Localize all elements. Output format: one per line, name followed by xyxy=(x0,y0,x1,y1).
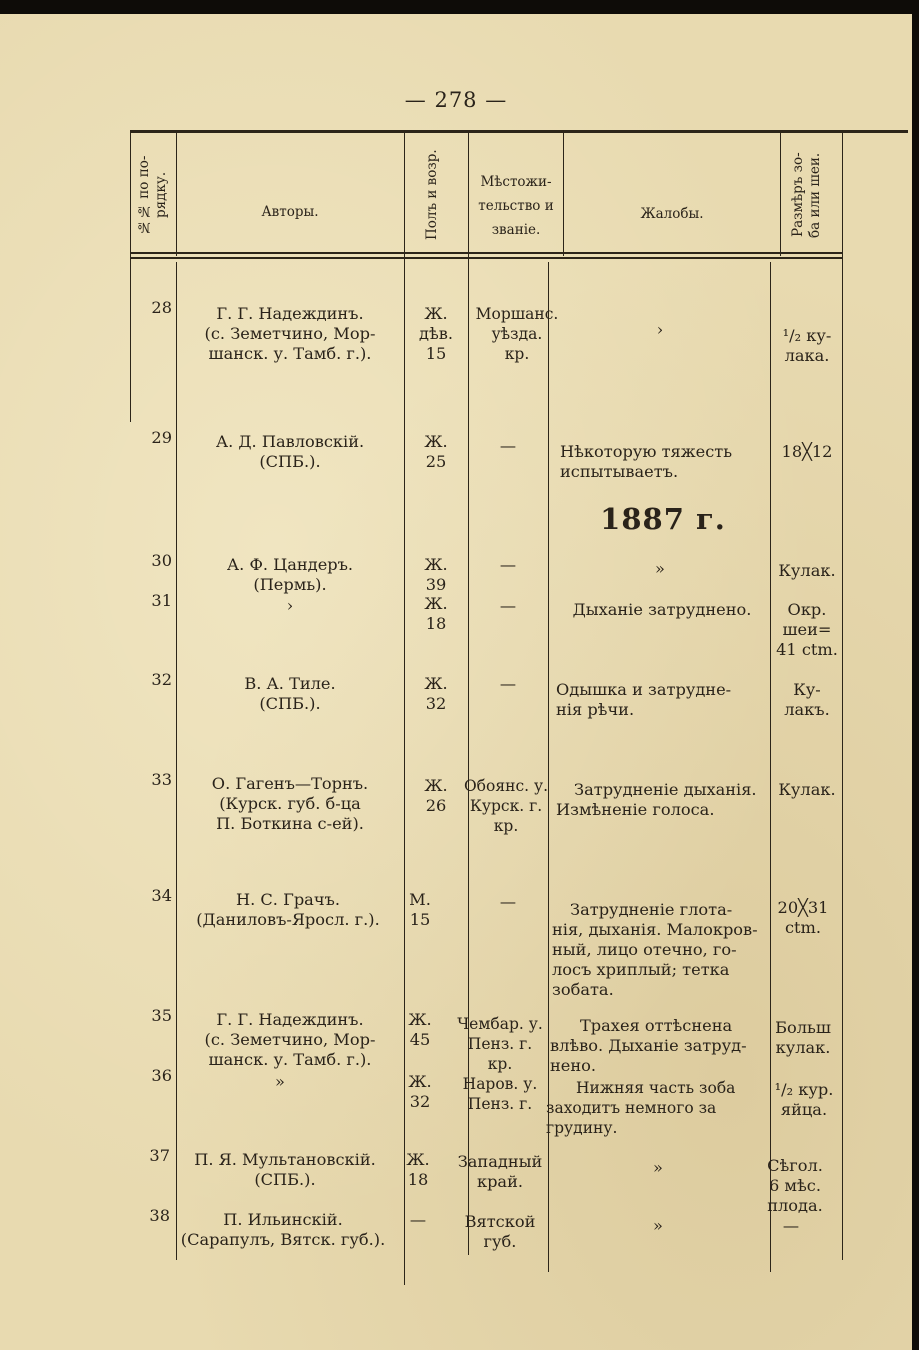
size-cell: Больш кулак. xyxy=(775,1018,831,1057)
row-number: 36 xyxy=(151,1066,172,1085)
size-cell: Кулак. xyxy=(778,561,836,580)
size-cell: 18╳12 xyxy=(781,442,833,461)
residence-cell: Чембар. у. Пенз. г. кр. xyxy=(457,1015,543,1073)
header-sex-age: Полъ и возр. xyxy=(424,149,440,241)
size-cell: Ку- лакъ. xyxy=(784,680,830,719)
row-number: 37 xyxy=(149,1146,170,1165)
residence-cell: — xyxy=(499,555,517,574)
size-cell: Окр. шеи= 41 ctm. xyxy=(776,600,838,659)
complaints-cell: › xyxy=(656,320,664,339)
residence-cell: Обоянс. у. Курск. г. кр. xyxy=(463,777,549,835)
header-complaints: Жалобы. xyxy=(640,206,704,222)
residence-cell: Наров. у. Пенз. г. xyxy=(462,1075,538,1113)
residence-cell: Вятской губ. xyxy=(464,1212,536,1251)
header-bottom-rule-2 xyxy=(130,257,842,259)
residence-cell: — xyxy=(499,674,517,693)
row-number: 38 xyxy=(149,1206,170,1225)
residence-cell: — xyxy=(499,436,517,455)
sex-age-cell: Ж. 18 xyxy=(424,594,448,633)
sex-age-cell: Ж. 18 xyxy=(406,1150,430,1189)
column-divider xyxy=(770,262,771,1272)
header-row-number: №№ по по- рядку. xyxy=(136,155,169,235)
row-number: 29 xyxy=(151,428,172,447)
residence-cell: — xyxy=(499,596,517,615)
complaints-cell: » xyxy=(653,1216,663,1235)
complaints-cell: Нѣкоторую тяжесть испытываетъ. xyxy=(560,442,733,481)
author-cell: В. А. Тиле. (СПБ.). xyxy=(244,674,336,713)
size-cell: Сѣгол. 6 мѣс. плода. xyxy=(767,1156,823,1215)
residence-cell: — xyxy=(499,892,517,911)
complaints-cell: Нижняя часть зоба заходитъ немного за грудину. xyxy=(546,1079,736,1137)
complaints-cell: Затрудненіе дыханія. Измѣненіе голоса. xyxy=(556,780,757,819)
sex-age-cell: — xyxy=(409,1210,427,1229)
sex-age-cell: Ж. 45 xyxy=(408,1010,432,1049)
year-heading: 1887 г. xyxy=(600,502,726,536)
column-divider xyxy=(563,130,564,256)
residence-cell: Западный край. xyxy=(457,1152,543,1191)
row-number: 34 xyxy=(151,886,172,905)
sex-age-cell: М. 15 xyxy=(409,890,431,929)
complaints-cell: Дыханіе затруднено. xyxy=(572,600,752,619)
author-cell: Н. С. Грачъ. (Даниловъ-Яросл. г.). xyxy=(196,890,380,929)
row-number: 35 xyxy=(151,1006,172,1025)
complaints-cell: » xyxy=(653,1158,663,1177)
row-number: 30 xyxy=(151,551,172,570)
author-cell: П. Ильинскій. (Сарапулъ, Вятск. губ.). xyxy=(180,1210,386,1249)
author-cell: А. Д. Павловскій. (СПБ.). xyxy=(215,432,365,471)
residence-cell: Моршанс. уѣзда. кр. xyxy=(475,305,559,363)
page-number: — 278 — xyxy=(404,88,508,112)
complaints-cell: » xyxy=(655,559,665,578)
row-number: 32 xyxy=(151,670,172,689)
header-goiter-size: Размѣръ зо- ба или шеи. xyxy=(790,152,823,238)
table-top-rule xyxy=(130,130,908,133)
sex-age-cell: Ж. 39 xyxy=(424,555,448,594)
author-cell: А. Ф. Цандеръ. (Пермь). xyxy=(226,555,354,594)
sex-age-cell: Ж. дѣв. 15 xyxy=(419,304,453,363)
row-number: 28 xyxy=(151,298,172,317)
column-divider xyxy=(130,130,131,422)
author-cell: П. Я. Мультановскій. (СПБ.). xyxy=(194,1150,376,1189)
sex-age-cell: Ж. 32 xyxy=(424,674,448,713)
author-cell: › xyxy=(286,596,294,615)
column-divider xyxy=(842,130,843,1260)
column-divider xyxy=(176,130,177,256)
complaints-cell: Одышка и затрудне- нія рѣчи. xyxy=(556,680,732,719)
column-divider xyxy=(780,130,781,256)
size-cell: ¹/₂ кур. яйца. xyxy=(774,1080,834,1119)
book-page xyxy=(0,14,912,1350)
complaints-cell: Трахея оттѣснена влѣво. Дыханіе затруд- нено. xyxy=(550,1016,747,1075)
header-authors: Авторы. xyxy=(261,204,319,220)
size-cell: ¹/₂ ку- лака. xyxy=(782,326,832,365)
header-residence: Мѣстожи- тельство и званіе. xyxy=(478,174,554,238)
size-cell: Кулак. xyxy=(778,780,836,799)
size-cell: 20╳31 ctm. xyxy=(777,898,829,937)
complaints-cell: Затрудненіе глота- нія, дыханія. Малокров- ный, лицо отечно, го- лосъ хриплый; тетка зобата. xyxy=(552,900,758,999)
sex-age-cell: Ж. 32 xyxy=(408,1072,432,1111)
header-bottom-rule xyxy=(130,252,842,254)
author-cell: Г. Г. Надеждинъ. (с. Земетчино, Мор- шанск. у. Тамб. г.). xyxy=(204,1010,376,1069)
author-cell: » xyxy=(275,1072,285,1091)
sex-age-cell: Ж. 26 xyxy=(424,776,448,815)
author-cell: Г. Г. Надеждинъ. (с. Земетчино, Мор- шанск. у. Тамб. г.). xyxy=(204,304,376,363)
column-divider xyxy=(176,262,177,1260)
author-cell: О. Гагенъ—Торнъ. (Курск. губ. б-ца П. Боткина с-ей). xyxy=(211,774,369,833)
row-number: 33 xyxy=(151,770,172,789)
row-number: 31 xyxy=(151,591,172,610)
sex-age-cell: Ж. 25 xyxy=(424,432,448,471)
size-cell: — xyxy=(782,1216,800,1235)
